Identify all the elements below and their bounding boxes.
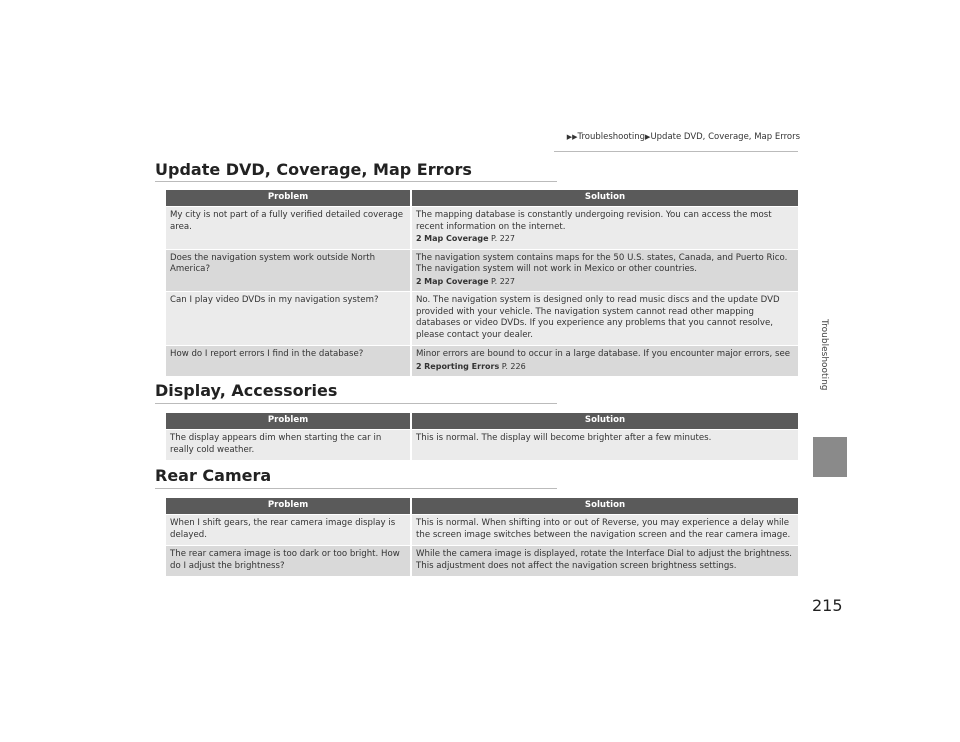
problem-cell: Can I play video DVDs in my navigation system? [166, 292, 411, 346]
reference-page: P. 226 [499, 361, 526, 371]
table-row [166, 346, 798, 377]
reference-arrow-icon: 2 [416, 234, 422, 243]
reference-page: P. 227 [488, 234, 515, 243]
column-header-solution: Solution [411, 413, 798, 430]
breadcrumb [556, 132, 800, 142]
solution-cell [411, 346, 798, 377]
table-row [166, 515, 798, 546]
reference-page: P. 227 [488, 276, 515, 286]
troubleshooting-table-update [166, 190, 798, 376]
problem-cell: The display appears dim when starting the car in really cold weather. [166, 430, 411, 461]
solution-text: The mapping database is constantly undergoing revision. You can access the most recent information on the internet. [416, 210, 772, 232]
reference-arrow-icon: 2 [416, 276, 422, 286]
section-rule [155, 403, 557, 404]
column-header-problem: Problem [166, 498, 411, 515]
solution-text: Minor errors are bound to occur in a large database. If you encounter major errors, see [416, 349, 791, 359]
table-row [166, 292, 798, 346]
breadcrumb-part-1: Troubleshooting [577, 132, 646, 142]
solution-cell: This is normal. The display will become brighter after a few minutes. [411, 430, 798, 461]
problem-cell: The rear camera image is too dark or too bright. How do I adjust the brightness? [166, 546, 411, 577]
cross-reference-link[interactable] [416, 233, 794, 245]
breadcrumb-part-2: Update DVD, Coverage, Map Errors [650, 132, 800, 142]
section-title-update-dvd: Update DVD, Coverage, Map Errors [155, 160, 472, 179]
breadcrumb-arrow-icon: ▶▶ [566, 133, 578, 141]
section-title-display-accessories: Display, Accessories [155, 381, 338, 400]
table-row [166, 546, 798, 577]
troubleshooting-table-display [166, 413, 798, 460]
solution-cell: This is normal. When shifting into or out of Reverse, you may experience a delay while the screen image switches between the navigation screen and the rear camera image. [411, 515, 798, 546]
problem-cell: My city is not part of a fully verified detailed coverage area. [166, 207, 411, 250]
column-header-problem: Problem [166, 190, 411, 207]
section-rule [155, 488, 557, 489]
reference-name: Map Coverage [424, 234, 489, 243]
solution-cell [411, 249, 798, 292]
solution-text: The navigation system contains maps for the 50 U.S. states, Canada, and Puerto Rico. The navigation system will not work in Mexico or other countries. [416, 252, 788, 274]
column-header-solution: Solution [411, 498, 798, 515]
side-tab-marker [813, 437, 847, 477]
problem-cell: When I shift gears, the rear camera image display is delayed. [166, 515, 411, 546]
section-title-rear-camera: Rear Camera [155, 466, 272, 485]
cross-reference-link[interactable] [416, 276, 794, 288]
problem-cell: Does the navigation system work outside North America? [166, 249, 411, 292]
problem-cell: How do I report errors I find in the database? [166, 346, 411, 377]
table-row [166, 249, 798, 292]
table-row [166, 430, 798, 461]
troubleshooting-table-camera [166, 498, 798, 576]
side-tab [813, 280, 835, 430]
cross-reference-link[interactable] [416, 361, 794, 373]
page-number: 215 [812, 596, 843, 615]
reference-arrow-icon: 2 [416, 361, 422, 371]
solution-cell: No. The navigation system is designed only to read music discs and the update DVD provided with your vehicle. The navigation system cannot read other mapping databases or video DVDs. If you experience any problems that you cannot resolve, please contact your dealer. [411, 292, 798, 346]
table-row [166, 207, 798, 250]
solution-cell: While the camera image is displayed, rotate the Interface Dial to adjust the brightness. This adjustment does not affect the navigation screen brightness settings. [411, 546, 798, 577]
header-rule [554, 151, 798, 152]
solution-cell [411, 207, 798, 250]
side-tab-label: Troubleshooting [819, 319, 829, 391]
reference-name: Reporting Errors [424, 361, 500, 371]
reference-name: Map Coverage [424, 276, 489, 286]
section-rule [155, 181, 557, 182]
column-header-problem: Problem [166, 413, 411, 430]
breadcrumb-separator-icon: ▶ [645, 133, 651, 141]
column-header-solution: Solution [411, 190, 798, 207]
